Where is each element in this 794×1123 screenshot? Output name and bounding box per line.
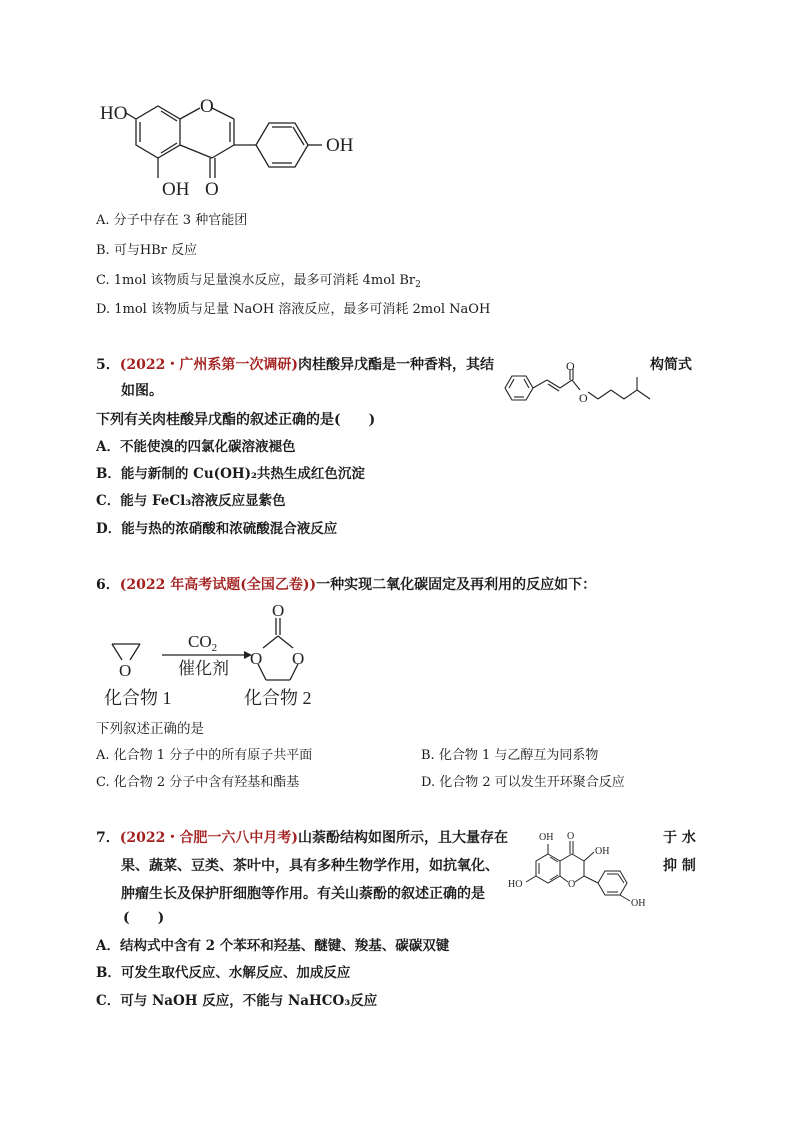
q5-question: 下列有关肉桂酸异戊酯的叙述正确的是( )	[96, 412, 376, 428]
q4-label-oh-bottom: OH	[162, 179, 190, 200]
q5-stem-right: 构简式	[650, 357, 692, 373]
q5-option-b: B．能与新制的 Cu(OH)₂共热生成红色沉淀	[96, 466, 365, 482]
q7-option-a: A．结构式中含有 2 个苯环和羟基、醚键、羧基、碳碳双键	[96, 938, 450, 954]
q5-option-d: D．能与热的浓硝酸和浓硫酸混合液反应	[96, 521, 338, 537]
q5-structure	[498, 362, 668, 422]
q6-question: 下列叙述正确的是	[96, 721, 204, 737]
q6-catalyst: 催化剂	[178, 659, 229, 678]
q6-label-o-epoxide: O	[119, 661, 132, 680]
q6-compound-2: 化合物 2	[244, 688, 312, 708]
q6-option-b: B. 化合物 1 与乙醇互为同系物	[421, 748, 599, 763]
q7-structure	[500, 826, 660, 912]
q4-label-oh-right: OH	[326, 135, 354, 156]
q7-label-oh-right: OH	[631, 898, 646, 909]
q5-label-o-bottom: O	[579, 391, 588, 405]
q5-option-a: A．不能使溴的四氯化碳溶液褪色	[96, 439, 296, 455]
q7-stem-line2-right: 抑 制	[663, 858, 696, 874]
q7-label-ho-left: HO	[508, 879, 523, 890]
q6-label-o-ring-left: O	[250, 649, 263, 668]
q6-label-o-carbonyl: O	[272, 601, 285, 620]
q6-compound-1: 化合物 1	[104, 688, 172, 708]
q5-label-o-top: O	[566, 362, 575, 373]
q7-label-ring-o: O	[568, 879, 576, 890]
q7-stem-line2: 果、蔬菜、豆类、茶叶中，具有多种生物学作用，如抗氧化、	[121, 858, 499, 874]
q5-option-c: C．能与 FeCl₃溶液反应显紫色	[96, 493, 286, 509]
q4-option-b: B. 可与HBr 反应	[96, 243, 198, 258]
q6-option-d: D. 化合物 2 可以发生开环聚合反应	[421, 775, 625, 790]
q6-option-c: C. 化合物 2 分子中含有羟基和酯基	[96, 775, 300, 790]
q6-label-o-ring-right: O	[292, 649, 305, 668]
q4-structure	[96, 92, 376, 204]
q6-option-a: A. 化合物 1 分子中的所有原子共平面	[96, 748, 313, 763]
q6-reaction	[96, 600, 346, 712]
q4-label-carbonyl-o: O	[205, 179, 219, 200]
q7-stem-line4: ( )	[123, 910, 165, 926]
q7-label-o-carbonyl: O	[567, 831, 575, 842]
q7-option-c: C．可与 NaOH 反应，不能与 NaHCO₃反应	[96, 993, 378, 1009]
q4-option-c: C. 1mol 该物质与足量溴水反应，最多可消耗 4mol $Br_2$	[96, 273, 421, 290]
q6-source: (2022 年高考试题(全国乙卷))	[119, 577, 317, 593]
q6-stem: 6．(2022 年高考试题(全国乙卷))一种实现二氧化碳固定及再利用的反应如下：	[96, 577, 597, 593]
q7-source: (2022・合肥一六八中月考)	[119, 830, 298, 846]
q5-source: (2022・广州系第一次调研)	[119, 357, 298, 373]
q5-stem-line2: 如图。	[121, 383, 163, 399]
q4-label-ring-o: O	[200, 96, 214, 117]
q7-label-oh-top: OH	[539, 832, 554, 843]
q6-reagent-sub: 2	[211, 642, 218, 654]
q4-option-a: A. 分子中存在 3 种官能团	[96, 213, 248, 228]
q7-stem-line3: 肿瘤生长及保护肝细胞等作用。有关山萘酚的叙述正确的是	[121, 886, 485, 902]
q5-stem-line1: 5．(2022・广州系第一次调研)肉桂酸异戊酯是一种香料，其结	[96, 357, 494, 373]
q7-stem-line1-right: 于 水	[663, 830, 696, 846]
q7-option-b: B．可发生取代反应、水解反应、加成反应	[96, 965, 351, 981]
q7-stem-line1: 7．(2022・合肥一六八中月考)山萘酚结构如图所示，且大量存在	[96, 830, 508, 846]
q4-option-d: D. 1mol 该物质与足量 NaOH 溶液反应，最多可消耗 2mol NaOH	[96, 302, 491, 317]
q6-reagent: CO	[188, 632, 212, 651]
svg-text:CO2	[188, 632, 217, 654]
q4-label-ho-left: HO	[100, 103, 128, 124]
q7-label-oh-mid: OH	[595, 846, 610, 857]
